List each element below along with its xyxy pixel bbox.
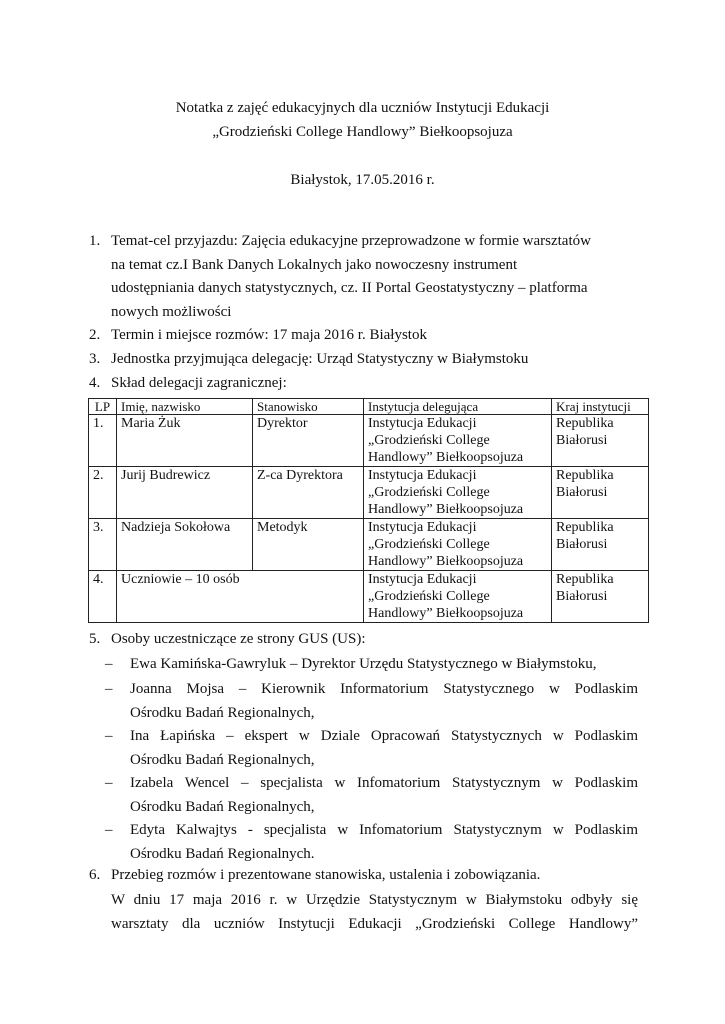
institution-line: Instytucja Edukacji — [368, 468, 477, 483]
host-unit-text: Jednostka przyjmująca delegację: Urząd Statystyczny w Białymstoku — [111, 351, 529, 367]
country-line: Republika — [556, 416, 614, 431]
cell-institution — [364, 415, 552, 467]
title-line-2: „Grodzieński College Handlowy” Biełkoopsojuza — [212, 124, 513, 140]
participant-line: Joanna Mojsa – Kierownik Informatorium Statystycznego w Podlaskim — [130, 681, 638, 697]
participant-item — [105, 818, 638, 866]
dash-bullet: – — [105, 822, 113, 838]
institution-line: Handlowy” Biełkoopsojuza — [368, 554, 524, 569]
institution-line: Handlowy” Biełkoopsojuza — [368, 606, 524, 621]
date-place-text: Termin i miejsce rozmów: 17 maja 2016 r. Białystok — [111, 327, 427, 343]
institution-line: „Grodzieński College — [368, 589, 490, 604]
cell-lp: 3. — [89, 519, 117, 571]
participant-item — [105, 677, 638, 725]
country-line: Białorusi — [556, 589, 608, 604]
cell-lp: 1. — [89, 415, 117, 467]
institution-line: Instytucja Edukacji — [368, 416, 477, 431]
paragraph-line: W dniu 17 maja 2016 r. w Urzędzie Statystycznym w Białymstoku odbyły się — [111, 892, 638, 908]
place-date: Białystok, 17.05.2016 r. — [290, 172, 435, 188]
cell-name: Uczniowie – 10 osób — [117, 571, 364, 623]
cell-position: Dyrektor — [253, 415, 364, 467]
cell-position: Metodyk — [253, 519, 364, 571]
cell-lp: 4. — [89, 571, 117, 623]
participant-item — [105, 652, 638, 676]
participant-line: Ośrodku Badań Regionalnych, — [130, 799, 315, 815]
list-number: 4. — [89, 375, 101, 391]
cell-country — [552, 415, 649, 467]
country-line: Republika — [556, 468, 614, 483]
topic-line: udostępniania danych statystycznych, cz. II Portal Geostatystyczny – platforma — [111, 280, 588, 296]
participant-item — [105, 771, 638, 819]
cell-country — [552, 519, 649, 571]
institution-line: „Grodzieński College — [368, 537, 490, 552]
column-header: Instytucja delegująca — [364, 399, 552, 415]
list-number: 5. — [89, 631, 101, 647]
country-line: Republika — [556, 572, 614, 587]
participant-line: Izabela Wencel – specjalista w Infomatorium Statystycznym w Podlaskim — [130, 775, 638, 791]
column-header: Imię, nazwisko — [117, 399, 253, 415]
dash-bullet: – — [105, 681, 113, 697]
table-row — [89, 467, 649, 519]
institution-line: Handlowy” Biełkoopsojuza — [368, 450, 524, 465]
column-header: Kraj instytucji — [552, 399, 649, 415]
cell-position: Z-ca Dyrektora — [253, 467, 364, 519]
list-number: 2. — [89, 327, 101, 343]
cell-institution — [364, 467, 552, 519]
dash-bullet: – — [105, 728, 113, 744]
title-line-1: Notatka z zajęć edukacyjnych dla uczniów Instytucji Edukacji — [175, 100, 550, 116]
table-header-row — [89, 399, 649, 415]
list-item-host-unit — [89, 348, 649, 372]
topic-line: na temat cz.I Bank Danych Lokalnych jako nowoczesny instrument — [111, 256, 518, 273]
participant-line: Ina Łapińska – ekspert w Dziale Opracowań Statystycznych w Podlaskim — [130, 728, 638, 744]
institution-line: Handlowy” Biełkoopsojuza — [368, 502, 524, 517]
list-number: 6. — [89, 867, 101, 883]
participants-heading: Osoby uczestniczące ze strony GUS (US): — [111, 631, 366, 647]
table-row — [89, 571, 649, 623]
participant-line: Edyta Kalwajtys - specjalista w Infomatorium Statystycznym w Podlaskim — [130, 822, 638, 838]
country-line: Białorusi — [556, 485, 608, 500]
cell-name: Maria Żuk — [117, 415, 253, 467]
topic-line: nowych możliwości — [111, 303, 232, 320]
topic-line: Temat-cel przyjazdu: Zajęcia edukacyjne przeprowadzone w formie warsztatów — [111, 233, 591, 249]
participant-line: Ośrodku Badań Regionalnych, — [130, 705, 315, 721]
institution-line: Instytucja Edukacji — [368, 520, 477, 535]
participant-line: Ewa Kamińska-Gawryluk – Dyrektor Urzędu Statystycznego w Białymstoku, — [130, 656, 597, 672]
cell-name: Jurij Budrewicz — [117, 467, 253, 519]
country-line: Republika — [556, 520, 614, 535]
dash-bullet: – — [105, 775, 113, 791]
cell-institution — [364, 519, 552, 571]
list-number: 3. — [89, 351, 101, 367]
list-number: 1. — [89, 233, 101, 249]
proceedings-paragraph — [111, 888, 638, 936]
dash-bullet: – — [105, 656, 113, 672]
paragraph-line: warsztaty dla uczniów Instytucji Edukacji „Grodzieński College Handlowy” — [111, 916, 638, 932]
participant-item — [105, 724, 638, 772]
column-header: LP — [89, 399, 117, 415]
cell-country — [552, 571, 649, 623]
list-item-proceedings — [89, 864, 649, 888]
cell-country — [552, 467, 649, 519]
proceedings-heading: Przebieg rozmów i prezentowane stanowiska, ustalenia i zobowiązania. — [111, 867, 541, 883]
delegation-heading: Skład delegacji zagranicznej: — [111, 375, 287, 391]
cell-name: Nadzieja Sokołowa — [117, 519, 253, 571]
column-header: Stanowisko — [253, 399, 364, 415]
country-line: Białorusi — [556, 537, 608, 552]
delegation-table — [88, 398, 649, 623]
cell-institution — [364, 571, 552, 623]
list-item-topic — [89, 230, 649, 324]
list-item-delegation — [89, 372, 649, 396]
institution-line: „Grodzieński College — [368, 433, 490, 448]
institution-line: Instytucja Edukacji — [368, 572, 477, 587]
list-item-participants — [89, 628, 649, 652]
participant-line: Ośrodku Badań Regionalnych. — [130, 846, 315, 862]
institution-line: „Grodzieński College — [368, 485, 490, 500]
table-row — [89, 415, 649, 467]
participant-line: Ośrodku Badań Regionalnych, — [130, 752, 315, 768]
list-item-date-place — [89, 324, 649, 348]
table-row — [89, 519, 649, 571]
country-line: Białorusi — [556, 433, 608, 448]
cell-lp: 2. — [89, 467, 117, 519]
